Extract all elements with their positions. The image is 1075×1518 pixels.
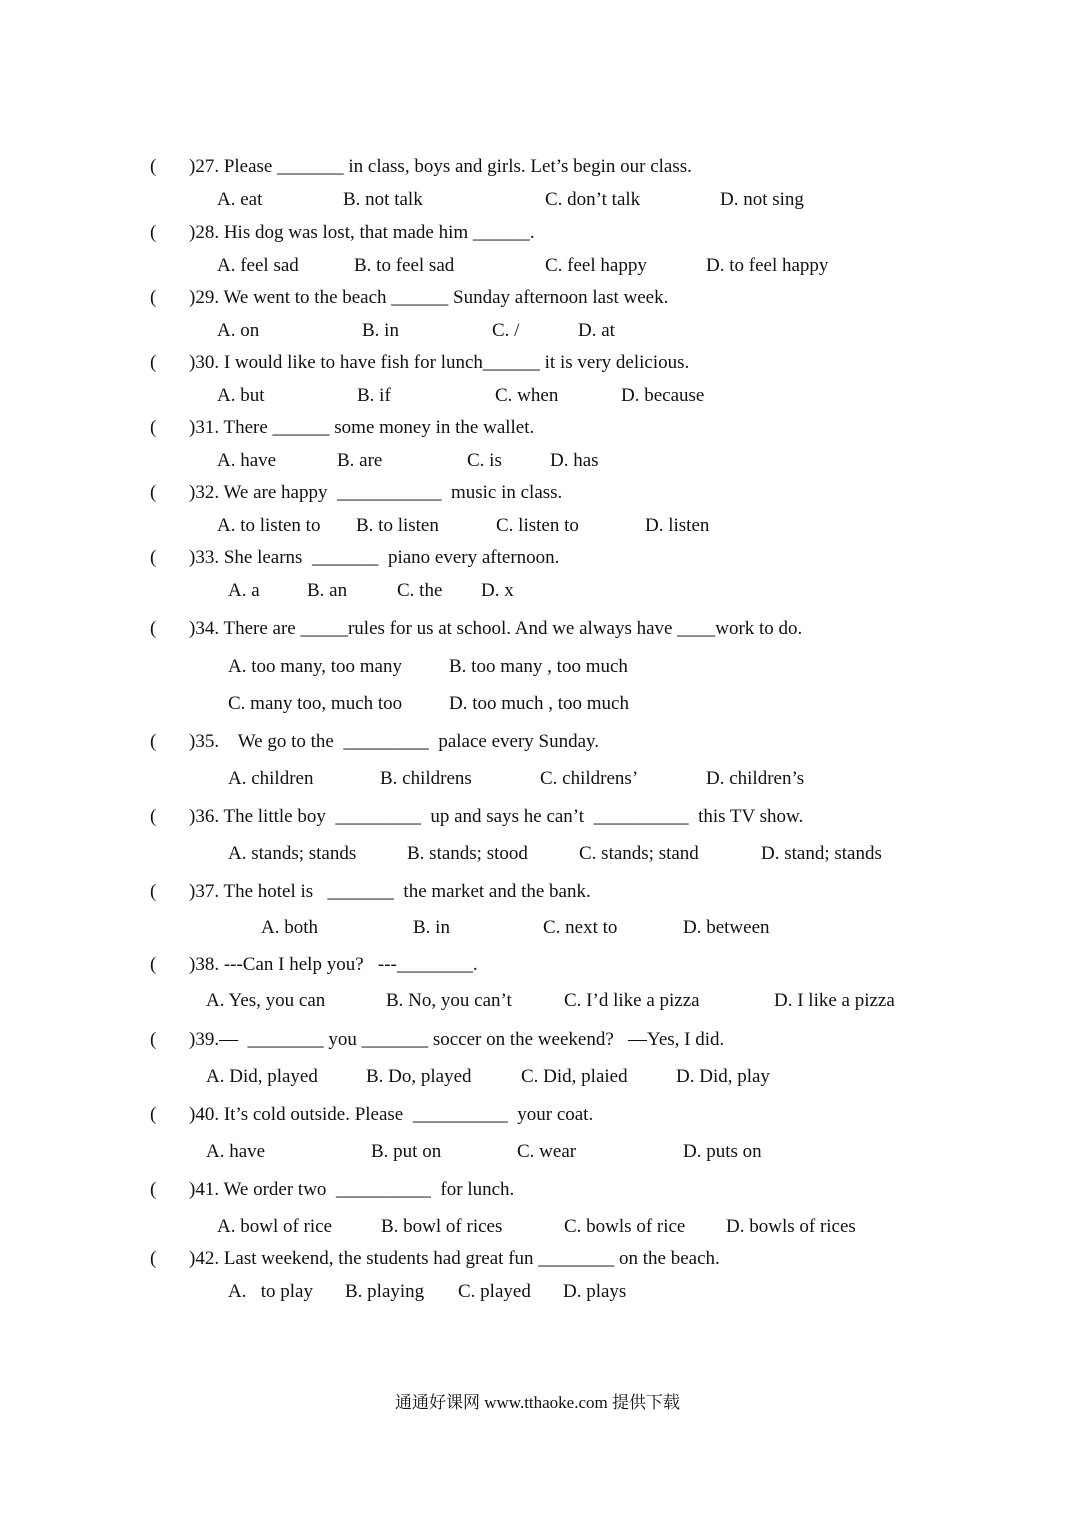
answer-bracket: ( xyxy=(150,731,157,752)
q38-option-d: D. I like a pizza xyxy=(774,990,895,1011)
q27-option-d: D. not sing xyxy=(720,189,804,210)
q35-option-d: D. children’s xyxy=(706,768,805,789)
q40-option-b: B. put on xyxy=(371,1141,442,1162)
q37-option-a: A. both xyxy=(261,917,318,938)
answer-bracket: ( xyxy=(150,1179,157,1200)
question-39-stem: )39.— ________ you _______ soccer on the weekend? —Yes, I did. xyxy=(189,1029,725,1050)
question-35-stem: )35. We go to the _________ palace every Sunday. xyxy=(189,731,600,752)
q35-option-a: A. children xyxy=(228,768,314,789)
answer-bracket: ( xyxy=(150,482,157,503)
q32-option-d: D. listen xyxy=(645,515,710,536)
answer-bracket: ( xyxy=(150,352,157,373)
q39-option-d: D. Did, play xyxy=(676,1066,770,1087)
q34-option-a: A. too many, too many xyxy=(228,656,402,677)
q38-option-b: B. No, you can’t xyxy=(386,990,512,1011)
q40-option-a: A. have xyxy=(206,1141,266,1162)
q29-option-d: D. at xyxy=(578,320,615,341)
q30-option-b: B. if xyxy=(357,385,391,406)
question-29-stem: )29. We went to the beach ______ Sunday afternoon last week. xyxy=(189,287,669,308)
question-36-stem: )36. The little boy _________ up and says he can’t __________ this TV show. xyxy=(189,806,804,827)
question-42-stem: )42. Last weekend, the students had great fun ________ on the beach. xyxy=(189,1248,720,1269)
q30-option-d: D. because xyxy=(621,385,705,406)
q40-option-d: D. puts on xyxy=(683,1141,762,1162)
question-28-stem: )28. His dog was lost, that made him ______. xyxy=(189,222,535,243)
q33-option-c: C. the xyxy=(397,580,443,601)
q31-option-a: A. have xyxy=(217,450,277,471)
q41-option-b: B. bowl of rices xyxy=(381,1216,503,1237)
answer-bracket: ( xyxy=(150,287,157,308)
q31-option-d: D. has xyxy=(550,450,599,471)
q40-option-c: C. wear xyxy=(517,1141,577,1162)
q38-option-a: A. Yes, you can xyxy=(206,990,326,1011)
q32-option-b: B. to listen xyxy=(356,515,439,536)
q36-option-a: A. stands; stands xyxy=(228,843,357,864)
q31-option-b: B. are xyxy=(337,450,383,471)
q36-option-c: C. stands; stand xyxy=(579,843,699,864)
q37-option-d: D. between xyxy=(683,917,770,938)
q41-option-d: D. bowls of rices xyxy=(726,1216,856,1237)
q33-option-a: A. a xyxy=(228,580,260,601)
q34-option-c: C. many too, much too xyxy=(228,693,403,714)
answer-bracket: ( xyxy=(150,1248,157,1269)
q41-option-c: C. bowls of rice xyxy=(564,1216,686,1237)
question-31-stem: )31. There ______ some money in the wallet. xyxy=(189,417,535,438)
q36-option-b: B. stands; stood xyxy=(407,843,528,864)
q29-option-c: C. / xyxy=(492,320,520,341)
q28-option-b: B. to feel sad xyxy=(354,255,455,276)
q32-option-c: C. listen to xyxy=(496,515,579,536)
answer-bracket: ( xyxy=(150,222,157,243)
q39-option-a: A. Did, played xyxy=(206,1066,318,1087)
question-38-stem: )38. ---Can I help you? ---________. xyxy=(189,954,478,975)
q37-option-b: B. in xyxy=(413,917,450,938)
q28-option-d: D. to feel happy xyxy=(706,255,829,276)
q36-option-d: D. stand; stands xyxy=(761,843,882,864)
question-34-stem: )34. There are _____rules for us at school. And we always have ____work to do. xyxy=(189,618,803,639)
q30-option-a: A. but xyxy=(217,385,265,406)
q42-option-b: B. playing xyxy=(345,1281,425,1302)
q42-option-a: A. to play xyxy=(228,1281,313,1302)
answer-bracket: ( xyxy=(150,806,157,827)
q27-option-a: A. eat xyxy=(217,189,263,210)
q39-option-c: C. Did, plaied xyxy=(521,1066,628,1087)
answer-bracket: ( xyxy=(150,1029,157,1050)
q27-option-b: B. not talk xyxy=(343,189,423,210)
answer-bracket: ( xyxy=(150,618,157,639)
answer-bracket: ( xyxy=(150,954,157,975)
question-33-stem: )33. She learns _______ piano every afternoon. xyxy=(189,547,560,568)
q34-option-b: B. too many , too much xyxy=(449,656,628,677)
q41-option-a: A. bowl of rice xyxy=(217,1216,333,1237)
question-40-stem: )40. It’s cold outside. Please __________ your coat. xyxy=(189,1104,594,1125)
q34-option-d: D. too much , too much xyxy=(449,693,629,714)
answer-bracket: ( xyxy=(150,156,157,177)
q42-option-d: D. plays xyxy=(563,1281,627,1302)
q37-option-c: C. next to xyxy=(543,917,618,938)
q27-option-c: C. don’t talk xyxy=(545,189,641,210)
answer-bracket: ( xyxy=(150,881,157,902)
question-27-stem: )27. Please _______ in class, boys and girls. Let’s begin our class. xyxy=(189,156,692,177)
q28-option-a: A. feel sad xyxy=(217,255,299,276)
q28-option-c: C. feel happy xyxy=(545,255,647,276)
question-41-stem: )41. We order two __________ for lunch. xyxy=(189,1179,515,1200)
answer-bracket: ( xyxy=(150,547,157,568)
page-footer: 通通好课网 www.tthaoke.com 提供下载 xyxy=(394,1393,681,1412)
q31-option-c: C. is xyxy=(467,450,502,471)
q32-option-a: A. to listen to xyxy=(217,515,321,536)
q35-option-c: C. childrens’ xyxy=(540,768,639,789)
q39-option-b: B. Do, played xyxy=(366,1066,472,1087)
q29-option-a: A. on xyxy=(217,320,260,341)
question-37-stem: )37. The hotel is _______ the market and the bank. xyxy=(189,881,591,902)
q33-option-d: D. x xyxy=(481,580,514,601)
q42-option-c: C. played xyxy=(458,1281,531,1302)
q33-option-b: B. an xyxy=(307,580,348,601)
question-32-stem: )32. We are happy ___________ music in class. xyxy=(189,482,563,503)
q30-option-c: C. when xyxy=(495,385,559,406)
q35-option-b: B. childrens xyxy=(380,768,472,789)
q38-option-c: C. I’d like a pizza xyxy=(564,990,700,1011)
q29-option-b: B. in xyxy=(362,320,399,341)
answer-bracket: ( xyxy=(150,417,157,438)
question-30-stem: )30. I would like to have fish for lunch______ it is very delicious. xyxy=(189,352,690,373)
answer-bracket: ( xyxy=(150,1104,157,1125)
